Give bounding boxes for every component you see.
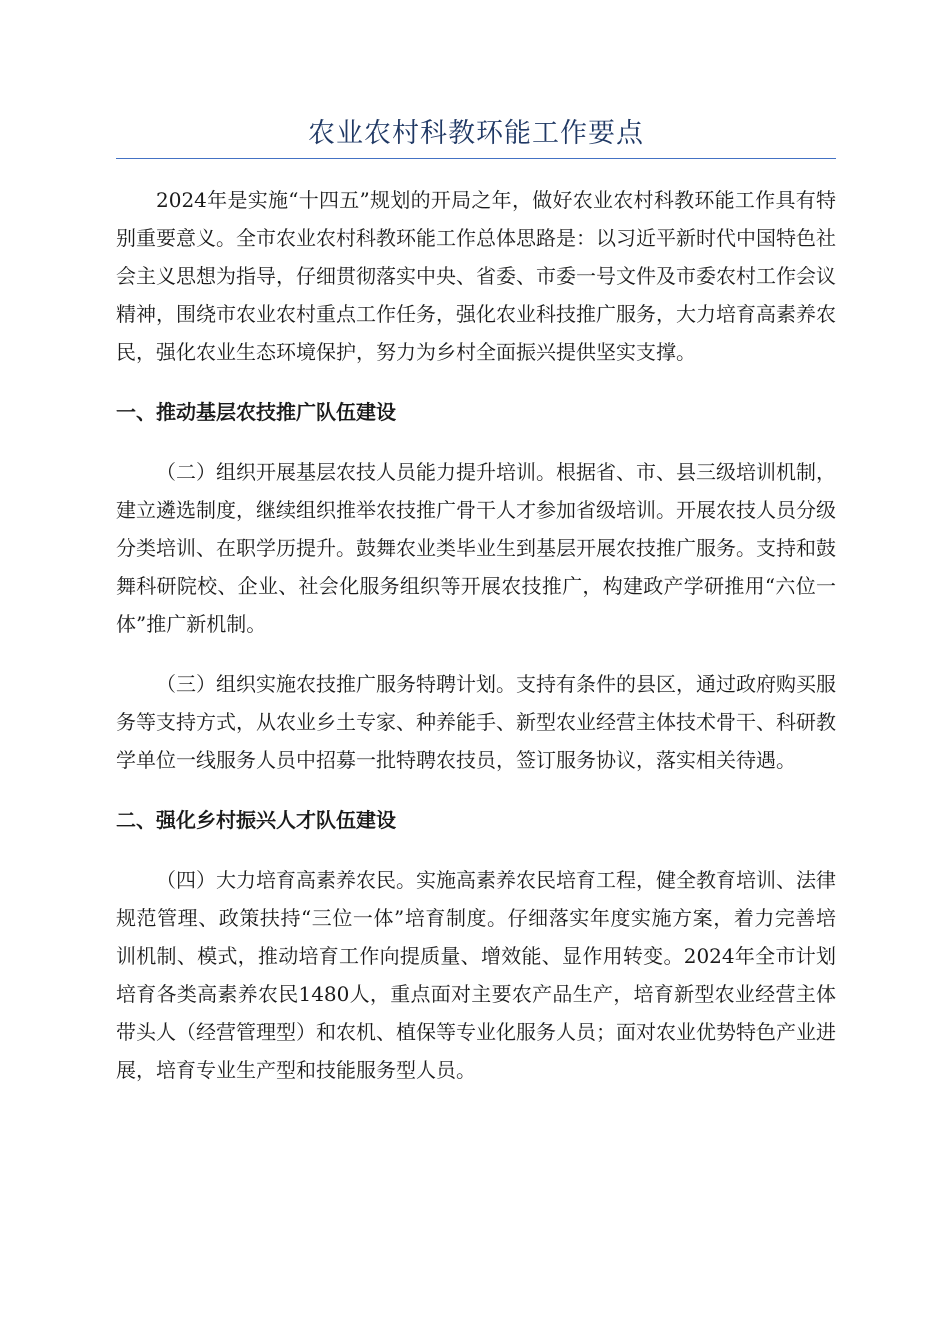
intro-paragraph: 2024年是实施“十四五”规划的开局之年，做好农业农村科教环能工作具有特别重要意义。全市农业农村科教环能工作总体思路是：以习近平新时代中国特色社会主义思想为指导，仔细贯彻落实中央、省委、市委一号文件及市委农村工作会议精神，围绕市农业农村重点工作任务，强化农业科技推广服务，大力培育高素养农民，强化农业生态环境保护，努力为乡村全面振兴提供坚实支撑。 bbox=[116, 188, 836, 364]
document-page bbox=[116, 112, 836, 1089]
title-underline bbox=[116, 158, 836, 159]
section-heading-1: 一、推动基层农技推广队伍建设 bbox=[116, 400, 396, 424]
section-2-paragraph-1: （四）大力培育高素养农民。实施高素养农民培育工程，健全教育培训、法律规范管理、政策扶持“三位一体”培育制度。仔细落实年度实施方案，着力完善培训机制、模式，推动培育工作向提质量、增效能、显作用转变。2024年全市计划培育各类高素养农民1480人，重点面对主要农产品生产，培育新型农业经营主体带头人（经营管理型）和农机、植保等专业化服务人员；面对农业优势特色产业进展，培育专业生产型和技能服务型人员。 bbox=[116, 868, 836, 1082]
section-1-paragraph-1: （二）组织开展基层农技人员能力提升培训。根据省、市、县三级培训机制，建立遴选制度，继续组织推举农技推广骨干人才参加省级培训。开展农技人员分级分类培训、在职学历提升。鼓舞农业类毕业生到基层开展农技推广服务。支持和鼓舞科研院校、企业、社会化服务组织等开展农技推广，构建政产学研推用“六位一体”推广新机制。 bbox=[116, 460, 836, 636]
section-1-paragraph-2: （三）组织实施农技推广服务特聘计划。支持有条件的县区，通过政府购买服务等支持方式，从农业乡土专家、种养能手、新型农业经营主体技术骨干、科研教学单位一线服务人员中招募一批特聘农技员，签订服务协议，落实相关待遇。 bbox=[116, 672, 836, 772]
section-heading-2: 二、强化乡村振兴人才队伍建设 bbox=[116, 808, 396, 832]
document-title: 农业农村科教环能工作要点 bbox=[308, 118, 644, 149]
